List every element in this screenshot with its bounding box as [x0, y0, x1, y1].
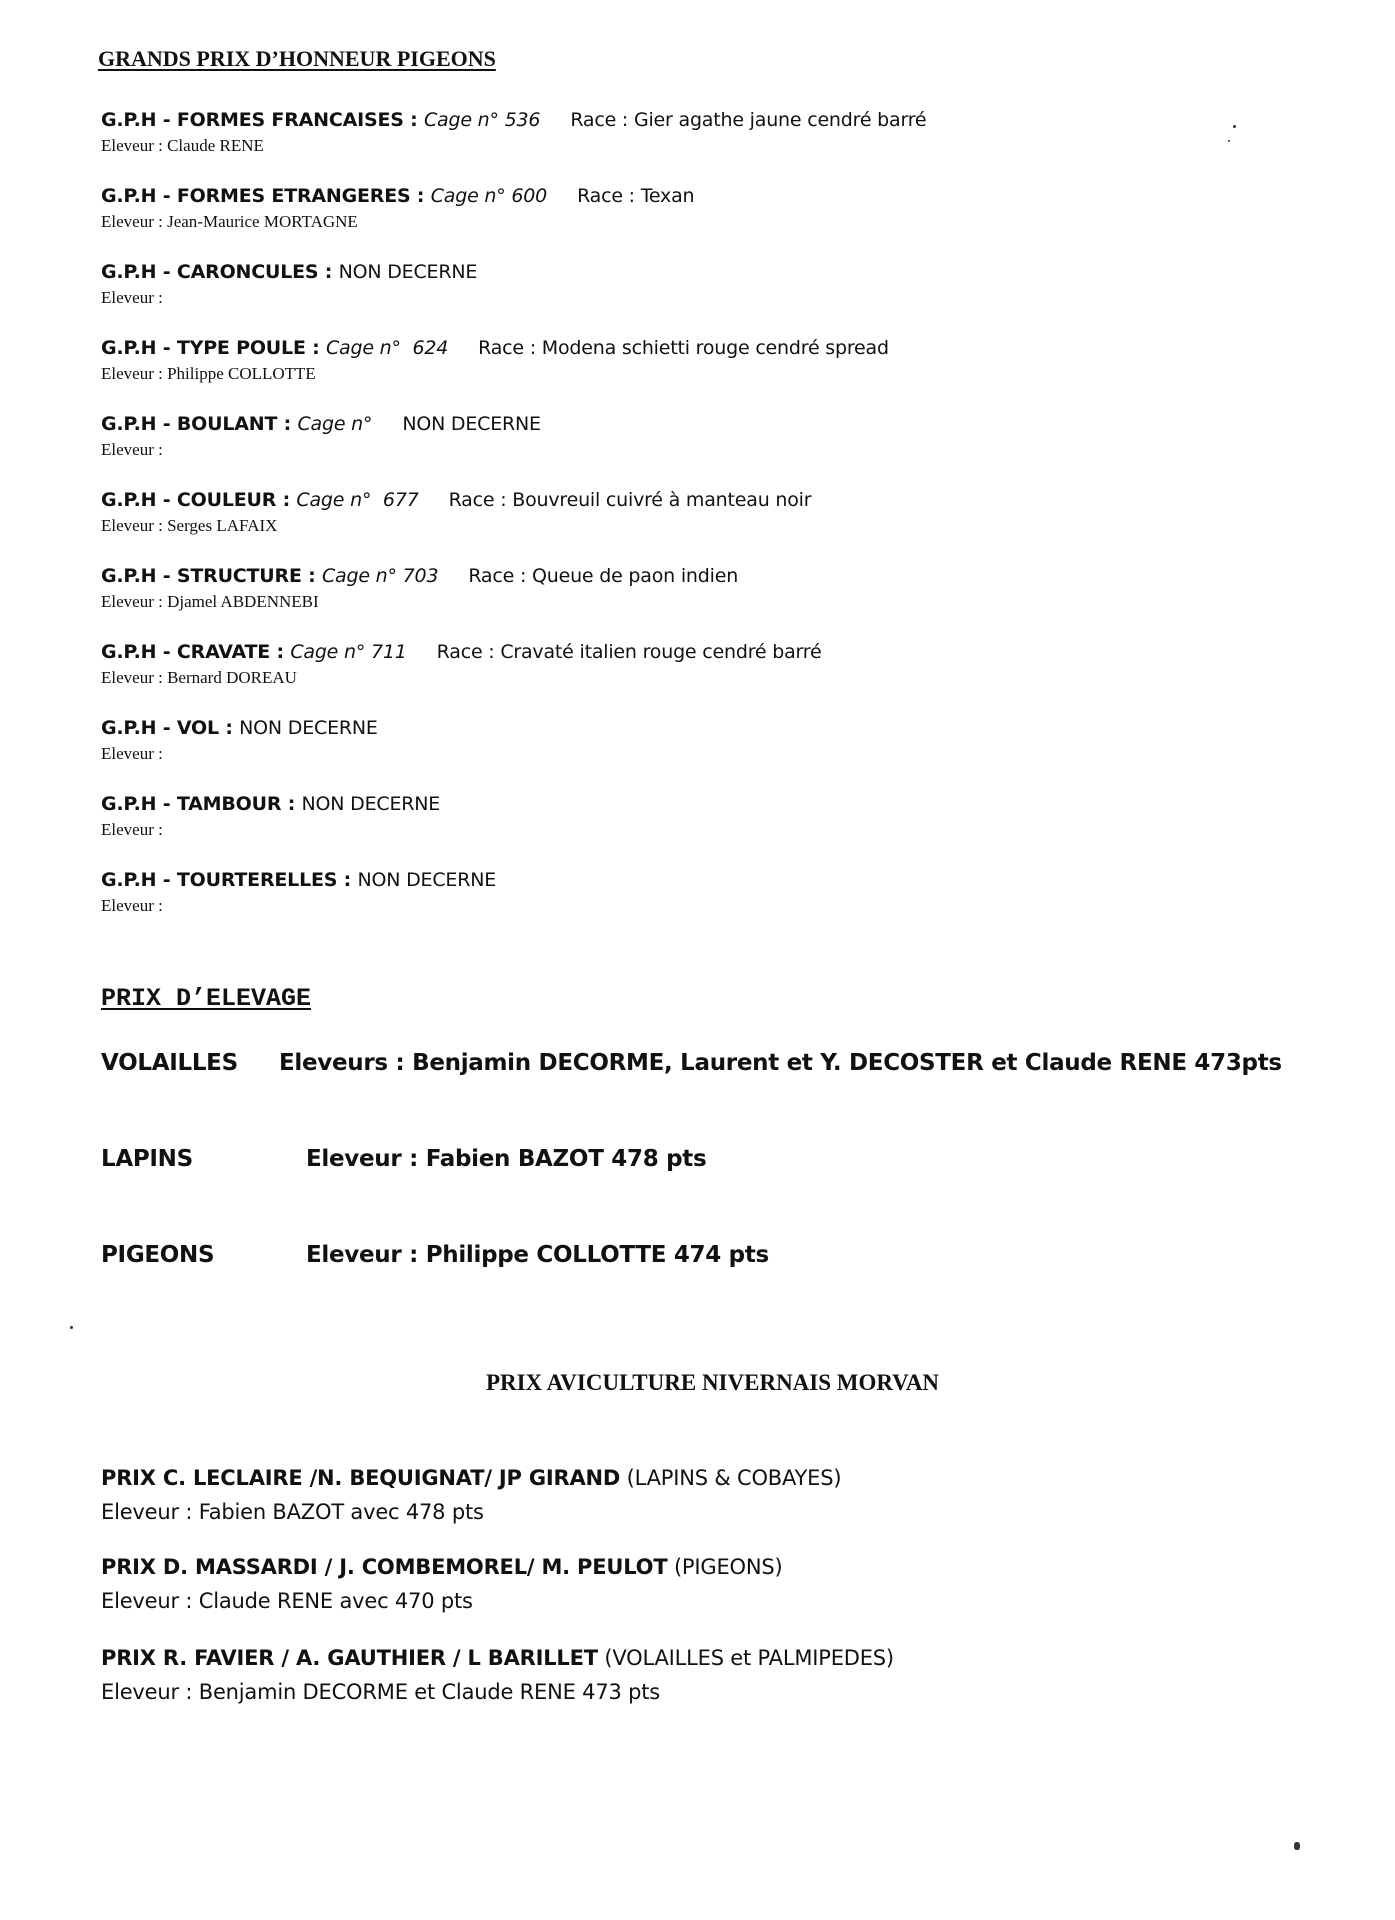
anm-prize-2-name: PRIX D. MASSARDI / J. COMBEMOREL/ M. PEULOT	[101, 1555, 668, 1579]
anm-prize-1	[101, 1466, 841, 1490]
anm-prize-3-eleveur: Eleveur : Benjamin DECORME et Claude RENE 473 pts	[101, 1680, 661, 1704]
gph-separator: :	[276, 489, 297, 511]
gph-category: TOURTERELLES	[176, 869, 338, 891]
gph-title: GRANDS PRIX D’HONNEUR PIGEONS	[98, 46, 496, 71]
gph-separator: :	[403, 109, 424, 131]
gph-prefix: G.P.H -	[101, 413, 177, 435]
scan-speck	[70, 1326, 73, 1329]
anm-prize-1-name: PRIX C. LECLAIRE /N. BEQUIGNAT/ JP GIRAND	[101, 1466, 621, 1490]
gph-cage: Cage n° 600	[430, 185, 548, 207]
gph-prefix: G.P.H -	[101, 869, 177, 891]
anm-prize-2-eleveur: Eleveur : Claude RENE avec 470 pts	[101, 1589, 473, 1613]
anm-prize-3-name: PRIX R. FAVIER / A. GAUTHIER / L BARILLET	[101, 1646, 598, 1670]
elevage-text-lapins: Eleveur : Fabien BAZOT 478 pts	[306, 1146, 707, 1172]
gph-entry-5	[101, 413, 541, 435]
gph-prefix: G.P.H -	[101, 261, 177, 283]
gph-eleveur-6: Eleveur : Serges LAFAIX	[101, 516, 278, 535]
anm-prize-1-group: (LAPINS & COBAYES)	[626, 1466, 842, 1490]
gph-race: NON DECERNE	[402, 413, 541, 435]
gph-entry-11	[101, 869, 496, 891]
gph-race: Race : Gier agathe jaune cendré barré	[570, 109, 927, 131]
gph-prefix: G.P.H -	[101, 489, 177, 511]
gph-separator: :	[301, 565, 322, 587]
anm-prize-3-group: (VOLAILLES et PALMIPEDES)	[604, 1646, 894, 1670]
gph-prefix: G.P.H -	[101, 717, 177, 739]
gph-cage: Cage n° 624	[325, 337, 449, 359]
gph-eleveur-9: Eleveur :	[101, 744, 163, 763]
anm-title: PRIX AVICULTURE NIVERNAIS MORVAN	[485, 1370, 940, 1395]
scan-speck	[1294, 1842, 1300, 1850]
gph-prefix: G.P.H -	[101, 641, 177, 663]
gph-eleveur-2: Eleveur : Jean-Maurice MORTAGNE	[101, 212, 358, 231]
gph-eleveur-4: Eleveur : Philippe COLLOTTE	[101, 364, 316, 383]
elevage-label-lapins: LAPINS	[101, 1146, 193, 1172]
gph-entry-2	[101, 185, 694, 207]
gph-separator: :	[337, 869, 358, 891]
gph-race: NON DECERNE	[338, 261, 478, 283]
gph-separator: :	[218, 717, 240, 739]
gph-prefix: G.P.H -	[101, 337, 177, 359]
scan-speck	[1228, 140, 1230, 142]
gph-race: Race : Queue de paon indien	[468, 565, 739, 587]
gph-race: Race : Texan	[577, 185, 695, 207]
elevage-text-volailles: Eleveurs : Benjamin DECORME, Laurent et Y. DECOSTER et Claude RENE 473pts	[279, 1050, 1282, 1076]
gph-eleveur-8: Eleveur : Bernard DOREAU	[101, 668, 297, 687]
gph-category: FORMES FRANCAISES	[176, 109, 404, 131]
gph-category: VOL	[176, 717, 219, 739]
gph-eleveur-1: Eleveur : Claude RENE	[101, 136, 264, 155]
anm-prize-1-eleveur: Eleveur : Fabien BAZOT avec 478 pts	[101, 1500, 484, 1524]
gph-entry-9	[101, 717, 378, 739]
gph-prefix: G.P.H -	[101, 109, 177, 131]
gph-cage: Cage n° 677	[296, 489, 419, 511]
gph-race: Race : Bouvreuil cuivré à manteau noir	[448, 489, 812, 511]
gph-entry-1	[101, 109, 926, 131]
gph-prefix: G.P.H -	[101, 793, 177, 815]
gph-entry-10	[101, 793, 440, 815]
gph-separator: :	[270, 641, 291, 663]
gph-entry-4	[101, 337, 889, 359]
gph-category: FORMES ETRANGERES	[176, 185, 411, 207]
gph-entry-8	[101, 641, 821, 663]
gph-race: NON DECERNE	[301, 793, 441, 815]
gph-eleveur-10: Eleveur :	[101, 820, 163, 839]
gph-category: CRAVATE	[176, 641, 271, 663]
elevage-title: PRIX D’ELEVAGE	[101, 984, 312, 1013]
gph-race: Race : Modena schietti rouge cendré spread	[478, 337, 889, 359]
gph-prefix: G.P.H -	[101, 565, 177, 587]
gph-separator: :	[277, 413, 298, 435]
gph-category: BOULANT	[176, 413, 278, 435]
gph-separator: :	[410, 185, 431, 207]
elevage-text-pigeons: Eleveur : Philippe COLLOTTE 474 pts	[306, 1242, 769, 1268]
gph-category: CARONCULES	[176, 261, 319, 283]
gph-entry-7	[101, 565, 738, 587]
gph-entry-3	[101, 261, 477, 283]
gph-category: TAMBOUR	[176, 793, 282, 815]
gph-eleveur-11: Eleveur :	[101, 896, 163, 915]
elevage-label-volailles: VOLAILLES	[101, 1050, 238, 1076]
gph-entry-6	[101, 489, 811, 511]
gph-separator: :	[305, 337, 326, 359]
gph-separator: :	[318, 261, 339, 283]
gph-cage: Cage n° 703	[321, 565, 439, 587]
gph-eleveur-7: Eleveur : Djamel ABDENNEBI	[101, 592, 319, 611]
anm-prize-2	[101, 1555, 783, 1579]
gph-race: NON DECERNE	[239, 717, 378, 739]
gph-cage: Cage n° 536	[423, 109, 541, 131]
gph-eleveur-5: Eleveur :	[101, 440, 163, 459]
gph-race: Race : Cravaté italien rouge cendré barré	[436, 641, 822, 663]
gph-cage: Cage n°	[297, 413, 373, 435]
gph-separator: :	[281, 793, 302, 815]
gph-category: TYPE POULE	[176, 337, 306, 359]
anm-prize-3	[101, 1646, 894, 1670]
gph-prefix: G.P.H -	[101, 185, 177, 207]
gph-category: COULEUR	[176, 489, 277, 511]
gph-category: STRUCTURE	[176, 565, 302, 587]
gph-eleveur-3: Eleveur :	[101, 288, 163, 307]
gph-race: NON DECERNE	[357, 869, 497, 891]
scan-speck	[1233, 125, 1236, 128]
gph-cage: Cage n° 711	[290, 641, 407, 663]
elevage-label-pigeons: PIGEONS	[101, 1242, 215, 1268]
anm-prize-2-group: (PIGEONS)	[673, 1555, 783, 1579]
